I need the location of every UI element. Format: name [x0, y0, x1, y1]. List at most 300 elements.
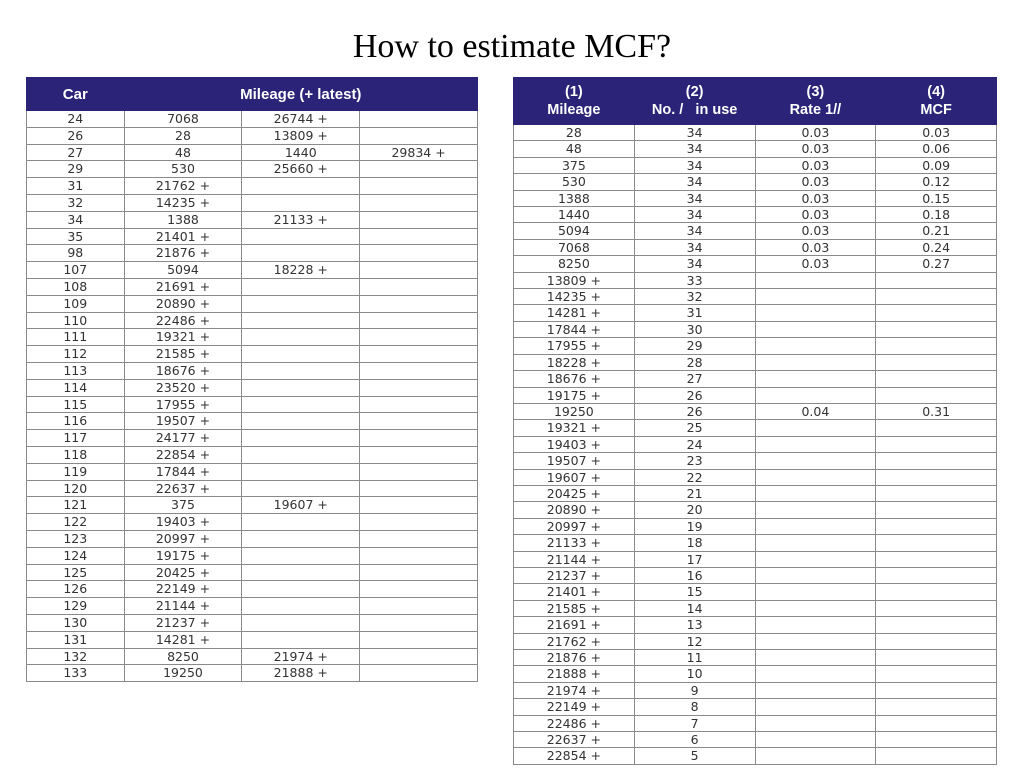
mileage-cell: 21237 +: [514, 567, 635, 583]
rate-cell: [755, 469, 876, 485]
rate-cell: [755, 699, 876, 715]
table-row: [514, 617, 997, 633]
mileage-cell: [242, 194, 360, 211]
in-use-cell: 15: [634, 584, 755, 600]
mileage-cell: [242, 312, 360, 329]
in-use-cell: 9: [634, 682, 755, 698]
mileage-cell: [242, 413, 360, 430]
rate-cell: [755, 650, 876, 666]
car-id-cell: 129: [27, 598, 125, 615]
mileage-cell: 21144 +: [514, 551, 635, 567]
car-id-cell: 124: [27, 547, 125, 564]
mcf-cell: [876, 666, 997, 682]
table-row: [514, 600, 997, 616]
mileage-cell: [360, 178, 478, 195]
mileage-cell: 19321 +: [514, 420, 635, 436]
table-row: [27, 127, 478, 144]
table-row: [514, 239, 997, 255]
car-id-cell: 121: [27, 497, 125, 514]
mileage-cell: 18676 +: [124, 362, 242, 379]
mcf-cell: 0.31: [876, 403, 997, 419]
table-row: [514, 256, 997, 272]
table-row: [27, 245, 478, 262]
mileage-cell: [242, 564, 360, 581]
mileage-cell: 18228 +: [514, 354, 635, 370]
mcf-cell: [876, 699, 997, 715]
mileage-cell: 28: [514, 125, 635, 141]
rate-cell: [755, 387, 876, 403]
header-number: (3): [806, 84, 825, 100]
header-rate: [755, 78, 876, 125]
mcf-cell: 0.06: [876, 141, 997, 157]
mcf-cell: [876, 551, 997, 567]
rate-cell: [755, 600, 876, 616]
in-use-cell: 19: [634, 518, 755, 534]
rate-cell: [755, 617, 876, 633]
rate-cell: [755, 633, 876, 649]
table-row: [27, 598, 478, 615]
car-id-cell: 27: [27, 144, 125, 161]
table-row: [514, 338, 997, 354]
mileage-cell: 22854 +: [124, 446, 242, 463]
mileage-cell: [242, 346, 360, 363]
in-use-cell: 34: [634, 174, 755, 190]
mileage-cell: 22854 +: [514, 748, 635, 764]
table-row: [514, 584, 997, 600]
mileage-cell: 24177 +: [124, 430, 242, 447]
mileage-cell: [360, 295, 478, 312]
in-use-cell: 7: [634, 715, 755, 731]
car-id-cell: 98: [27, 245, 125, 262]
table-row: [514, 699, 997, 715]
mileage-cell: [360, 194, 478, 211]
in-use-cell: 26: [634, 387, 755, 403]
in-use-cell: 21: [634, 485, 755, 501]
car-table-header-row: [27, 78, 478, 111]
mileage-cell: 19507 +: [514, 453, 635, 469]
mileage-cell: 19403 +: [124, 514, 242, 531]
mileage-cell: 19175 +: [124, 547, 242, 564]
in-use-cell: 34: [634, 141, 755, 157]
rate-cell: 0.03: [755, 256, 876, 272]
in-use-cell: 34: [634, 207, 755, 223]
mileage-cell: [360, 497, 478, 514]
table-row: [514, 305, 997, 321]
car-id-cell: 126: [27, 581, 125, 598]
mcf-cell: [876, 289, 997, 305]
table-row: [27, 564, 478, 581]
table-row: [27, 463, 478, 480]
mileage-cell: 21876 +: [514, 650, 635, 666]
rate-cell: [755, 732, 876, 748]
mileage-cell: [360, 278, 478, 295]
in-use-cell: 34: [634, 125, 755, 141]
mileage-cell: 14281 +: [124, 631, 242, 648]
mileage-cell: 20997 +: [514, 518, 635, 534]
table-row: [514, 666, 997, 682]
mcf-cell: [876, 338, 997, 354]
mileage-cell: 530: [124, 161, 242, 178]
table-row: [514, 518, 997, 534]
mileage-cell: 19250: [514, 403, 635, 419]
in-use-cell: 31: [634, 305, 755, 321]
table-row: [514, 715, 997, 731]
mileage-cell: 28: [124, 127, 242, 144]
mileage-cell: [242, 245, 360, 262]
mileage-cell: [242, 379, 360, 396]
mileage-cell: 375: [514, 157, 635, 173]
rate-cell: [755, 272, 876, 288]
mileage-cell: [242, 514, 360, 531]
mileage-cell: [242, 178, 360, 195]
in-use-cell: 34: [634, 157, 755, 173]
mcf-cell: 0.12: [876, 174, 997, 190]
mileage-cell: 21762 +: [514, 633, 635, 649]
rate-cell: [755, 453, 876, 469]
car-id-cell: 113: [27, 362, 125, 379]
mileage-cell: 21401 +: [514, 584, 635, 600]
mileage-cell: [242, 614, 360, 631]
in-use-cell: 10: [634, 666, 755, 682]
in-use-cell: 29: [634, 338, 755, 354]
mcf-cell: [876, 682, 997, 698]
rate-cell: 0.03: [755, 157, 876, 173]
in-use-cell: 6: [634, 732, 755, 748]
mcf-cell: 0.24: [876, 239, 997, 255]
rate-cell: 0.03: [755, 141, 876, 157]
rate-cell: [755, 748, 876, 764]
table-row: [27, 631, 478, 648]
rate-cell: [755, 338, 876, 354]
mileage-cell: 25660 +: [242, 161, 360, 178]
mileage-cell: [360, 614, 478, 631]
mcf-cell: [876, 732, 997, 748]
mcf-cell: [876, 748, 997, 764]
table-row: [514, 633, 997, 649]
mileage-cell: 17844 +: [514, 321, 635, 337]
mcf-cell: [876, 518, 997, 534]
mileage-cell: [242, 598, 360, 615]
table-row: [27, 312, 478, 329]
mcf-cell: 0.18: [876, 207, 997, 223]
mileage-cell: 8250: [514, 256, 635, 272]
mileage-cell: 20890 +: [514, 502, 635, 518]
rate-cell: [755, 321, 876, 337]
car-id-cell: 122: [27, 514, 125, 531]
mileage-cell: 18676 +: [514, 371, 635, 387]
mileage-cell: 21585 +: [124, 346, 242, 363]
car-id-cell: 119: [27, 463, 125, 480]
table-row: [514, 732, 997, 748]
mileage-cell: [242, 463, 360, 480]
in-use-cell: 23: [634, 453, 755, 469]
in-use-cell: 5: [634, 748, 755, 764]
car-id-cell: 29: [27, 161, 125, 178]
mileage-cell: 17955 +: [514, 338, 635, 354]
mileage-cell: 21974 +: [514, 682, 635, 698]
table-row: [27, 295, 478, 312]
table-row: [514, 551, 997, 567]
car-id-cell: 116: [27, 413, 125, 430]
mcf-cell: [876, 453, 997, 469]
rate-cell: [755, 420, 876, 436]
car-id-cell: 34: [27, 211, 125, 228]
header-number-in-use: [634, 78, 755, 125]
in-use-cell: 28: [634, 354, 755, 370]
rate-cell: 0.04: [755, 403, 876, 419]
car-id-cell: 24: [27, 111, 125, 128]
rate-cell: [755, 305, 876, 321]
mileage-cell: 48: [514, 141, 635, 157]
mileage-cell: [242, 530, 360, 547]
table-row: [27, 446, 478, 463]
rate-cell: [755, 354, 876, 370]
table-row: [514, 354, 997, 370]
mileage-cell: 7068: [514, 239, 635, 255]
car-table-body: [27, 111, 478, 682]
mcf-estimate-table: [513, 77, 997, 765]
mileage-cell: [360, 413, 478, 430]
header-mileage-col: [514, 78, 635, 125]
in-use-cell: 32: [634, 289, 755, 305]
mileage-cell: 530: [514, 174, 635, 190]
car-id-cell: 118: [27, 446, 125, 463]
mileage-cell: 19607 +: [514, 469, 635, 485]
mcf-cell: [876, 650, 997, 666]
mileage-cell: [360, 111, 478, 128]
mileage-cell: 20425 +: [124, 564, 242, 581]
table-row: [27, 614, 478, 631]
mcf-cell: [876, 387, 997, 403]
rate-cell: 0.03: [755, 174, 876, 190]
in-use-cell: 34: [634, 239, 755, 255]
mcf-cell: [876, 371, 997, 387]
mileage-cell: 21133 +: [514, 535, 635, 551]
car-id-cell: 35: [27, 228, 125, 245]
header-mcf: [876, 78, 997, 125]
mileage-cell: [360, 396, 478, 413]
in-use-cell: 24: [634, 436, 755, 452]
mcf-cell: [876, 305, 997, 321]
mileage-cell: 13809 +: [514, 272, 635, 288]
mcf-cell: 0.03: [876, 125, 997, 141]
car-id-cell: 133: [27, 665, 125, 682]
rate-cell: [755, 502, 876, 518]
table-row: [27, 362, 478, 379]
table-row: [514, 289, 997, 305]
mileage-cell: [360, 346, 478, 363]
table-row: [27, 346, 478, 363]
mileage-cell: [242, 547, 360, 564]
mileage-cell: [242, 329, 360, 346]
table-row: [514, 207, 997, 223]
mileage-cell: 14281 +: [514, 305, 635, 321]
mileage-cell: [360, 564, 478, 581]
mileage-cell: 375: [124, 497, 242, 514]
in-use-cell: 34: [634, 256, 755, 272]
mileage-cell: [360, 530, 478, 547]
mileage-cell: 20890 +: [124, 295, 242, 312]
mileage-cell: [360, 211, 478, 228]
mileage-cell: [360, 430, 478, 447]
mileage-cell: 21144 +: [124, 598, 242, 615]
car-id-cell: 131: [27, 631, 125, 648]
mileage-cell: [360, 245, 478, 262]
mileage-cell: [360, 127, 478, 144]
car-id-cell: 115: [27, 396, 125, 413]
mileage-cell: 14235 +: [514, 289, 635, 305]
table-row: [27, 648, 478, 665]
mileage-cell: 1440: [242, 144, 360, 161]
table-row: [27, 278, 478, 295]
car-id-cell: 110: [27, 312, 125, 329]
in-use-cell: 14: [634, 600, 755, 616]
header-number: (4): [927, 84, 945, 100]
rate-cell: [755, 535, 876, 551]
header-label: Rate 1//: [789, 102, 842, 118]
mileage-cell: [360, 161, 478, 178]
mileage-cell: 7068: [124, 111, 242, 128]
car-id-cell: 111: [27, 329, 125, 346]
in-use-cell: 22: [634, 469, 755, 485]
mileage-cell: [360, 329, 478, 346]
mileage-cell: 19507 +: [124, 413, 242, 430]
mileage-cell: [360, 312, 478, 329]
mileage-cell: [242, 228, 360, 245]
mileage-cell: [360, 547, 478, 564]
mileage-cell: 22149 +: [514, 699, 635, 715]
rate-cell: [755, 567, 876, 583]
mileage-cell: [360, 631, 478, 648]
mcf-cell: [876, 617, 997, 633]
in-use-cell: 12: [634, 633, 755, 649]
mileage-cell: [360, 648, 478, 665]
rate-cell: [755, 289, 876, 305]
mileage-cell: [360, 665, 478, 682]
header-label: Mileage: [547, 102, 601, 118]
table-row: [27, 161, 478, 178]
car-id-cell: 120: [27, 480, 125, 497]
mileage-cell: [360, 262, 478, 279]
car-id-cell: 26: [27, 127, 125, 144]
mileage-cell: 14235 +: [124, 194, 242, 211]
mileage-cell: [242, 480, 360, 497]
mileage-cell: 21401 +: [124, 228, 242, 245]
mileage-cell: 21691 +: [124, 278, 242, 295]
in-use-cell: 13: [634, 617, 755, 633]
in-use-cell: 20: [634, 502, 755, 518]
mileage-cell: 22486 +: [514, 715, 635, 731]
car-id-cell: 123: [27, 530, 125, 547]
mcf-cell: 0.15: [876, 190, 997, 206]
rate-cell: 0.03: [755, 223, 876, 239]
mileage-cell: 21585 +: [514, 600, 635, 616]
mileage-cell: 20997 +: [124, 530, 242, 547]
mileage-cell: 18228 +: [242, 262, 360, 279]
mcf-cell: 0.27: [876, 256, 997, 272]
car-id-cell: 114: [27, 379, 125, 396]
rate-cell: [755, 371, 876, 387]
table-row: [27, 194, 478, 211]
car-id-cell: 125: [27, 564, 125, 581]
car-id-cell: 130: [27, 614, 125, 631]
in-use-cell: 11: [634, 650, 755, 666]
car-id-cell: 107: [27, 262, 125, 279]
rate-cell: 0.03: [755, 190, 876, 206]
table-row: [514, 748, 997, 764]
mcf-cell: 0.09: [876, 157, 997, 173]
mileage-cell: [242, 631, 360, 648]
table-row: [514, 469, 997, 485]
rate-cell: [755, 436, 876, 452]
table-row: [514, 403, 997, 419]
car-id-cell: 132: [27, 648, 125, 665]
mileage-cell: [360, 362, 478, 379]
mcf-cell: [876, 633, 997, 649]
in-use-cell: 30: [634, 321, 755, 337]
mileage-cell: 48: [124, 144, 242, 161]
mcf-cell: 0.21: [876, 223, 997, 239]
table-row: [514, 321, 997, 337]
table-row: [514, 502, 997, 518]
mcf-cell: [876, 469, 997, 485]
rate-cell: [755, 518, 876, 534]
mileage-cell: 26744 +: [242, 111, 360, 128]
mcf-cell: [876, 354, 997, 370]
in-use-cell: 34: [634, 223, 755, 239]
mcf-cell: [876, 321, 997, 337]
mcf-cell: [876, 567, 997, 583]
mileage-cell: [360, 379, 478, 396]
mileage-cell: 21974 +: [242, 648, 360, 665]
table-row: [514, 485, 997, 501]
mileage-cell: 13809 +: [242, 127, 360, 144]
car-id-cell: 117: [27, 430, 125, 447]
table-row: [27, 144, 478, 161]
mileage-cell: 21133 +: [242, 211, 360, 228]
table-row: [27, 480, 478, 497]
rate-cell: [755, 666, 876, 682]
rate-cell: [755, 551, 876, 567]
mileage-cell: 19321 +: [124, 329, 242, 346]
table-row: [514, 174, 997, 190]
table-row: [514, 272, 997, 288]
table-row: [514, 141, 997, 157]
mcf-table-header-row: [514, 78, 997, 125]
in-use-cell: 16: [634, 567, 755, 583]
table-row: [27, 396, 478, 413]
car-id-cell: 112: [27, 346, 125, 363]
table-row: [27, 211, 478, 228]
header-label: MCF: [920, 102, 952, 118]
rate-cell: 0.03: [755, 207, 876, 223]
mileage-cell: [360, 446, 478, 463]
mileage-cell: 19607 +: [242, 497, 360, 514]
table-row: [514, 682, 997, 698]
mileage-cell: [242, 295, 360, 312]
header-label: No. / in use: [651, 102, 738, 118]
table-row: [27, 430, 478, 447]
mileage-cell: 21888 +: [242, 665, 360, 682]
table-row: [27, 497, 478, 514]
mileage-cell: 5094: [514, 223, 635, 239]
table-row: [27, 581, 478, 598]
mileage-cell: 21876 +: [124, 245, 242, 262]
mileage-cell: [360, 581, 478, 598]
mileage-cell: 17955 +: [124, 396, 242, 413]
table-row: [514, 567, 997, 583]
rate-cell: 0.03: [755, 125, 876, 141]
